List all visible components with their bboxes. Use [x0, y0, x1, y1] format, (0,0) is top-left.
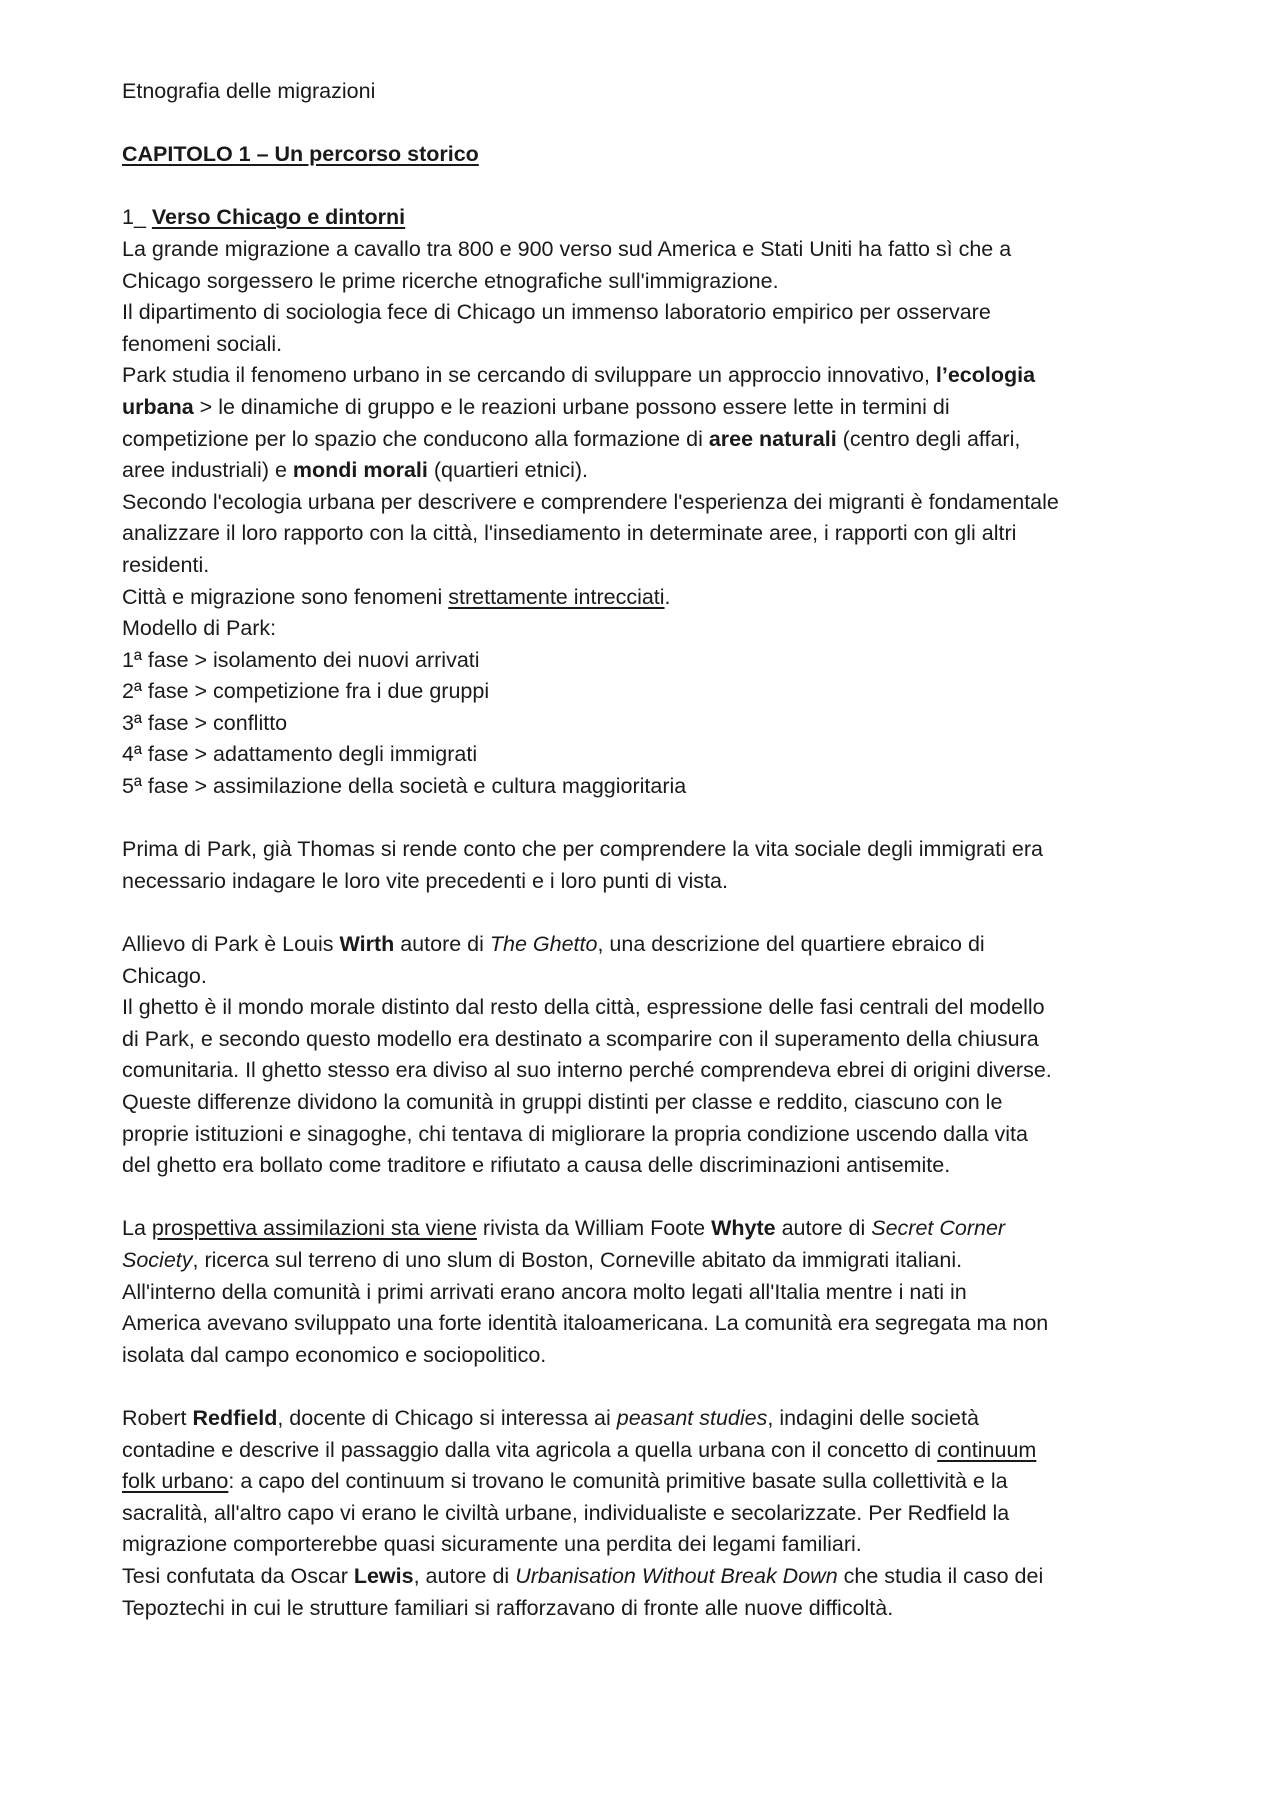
italic-title: The Ghetto	[489, 932, 598, 957]
text-run: competizione per lo spazio che conducono alla formazione di	[122, 426, 709, 451]
spacer	[122, 897, 1160, 929]
paragraph-line: Prima di Park, già Thomas si rende conto che per comprendere la vita sociale degli immigrati era	[122, 837, 1043, 862]
paragraph-line: America avevano sviluppato una forte identità italoamericana. La comunità era segregata ma non	[122, 1311, 1049, 1336]
bold-term: l’ecologia	[935, 363, 1036, 388]
text-run: .	[664, 584, 671, 609]
paragraph-line: isolata dal campo economico e sociopolitico.	[122, 1342, 547, 1367]
paragraph-line: Secondo l'ecologia urbana per descrivere e comprendere l'esperienza dei migranti è fondamentale	[122, 489, 1059, 514]
paragraph-line: fenomeni sociali.	[122, 331, 283, 356]
chapter-heading: CAPITOLO 1 – Un percorso storico	[122, 142, 479, 167]
paragraph-line	[122, 455, 1160, 487]
spacer	[122, 1371, 1160, 1403]
paragraph-line	[122, 1403, 1160, 1435]
paragraph-line	[122, 360, 1160, 392]
text-run: Allievo di Park è Louis	[122, 932, 340, 957]
text-run: , indagini delle società	[767, 1405, 979, 1430]
paragraph-line	[122, 1561, 1160, 1593]
underlined-term: strettamente intrecciati	[448, 584, 665, 609]
bold-term: Wirth	[339, 932, 395, 957]
section-heading	[122, 202, 1160, 234]
underlined-term: folk urbano	[122, 1469, 229, 1494]
text-run: rivista da William Foote	[476, 1216, 712, 1241]
text-run: Città e migrazione sono fenomeni	[122, 584, 449, 609]
bold-term: aree naturali	[708, 426, 837, 451]
paragraph-line: Il dipartimento di sociologia fece di Chicago un immenso laboratorio empirico per osservare	[122, 300, 991, 325]
text-run: Robert	[122, 1405, 193, 1430]
spacer	[122, 108, 1160, 140]
text-run: contadine e descrive il passaggio dalla vita agricola a quella urbana con il concetto di	[122, 1437, 938, 1462]
phase-item: 1ª fase > isolamento dei nuovi arrivati	[122, 647, 480, 672]
paragraph-line	[122, 424, 1160, 456]
spacer	[122, 803, 1160, 835]
phase-item: 4ª fase > adattamento degli immigrati	[122, 742, 478, 767]
phase-item: 3ª fase > conflitto	[122, 710, 288, 735]
bold-term: Lewis	[353, 1563, 414, 1588]
paragraph-line	[122, 1245, 1160, 1277]
italic-title: Urbanisation Without Break Down	[515, 1563, 838, 1588]
paragraph-line: Il ghetto è il mondo morale distinto dal resto della città, espressione delle fasi centrali del modello	[122, 995, 1045, 1020]
bold-term: urbana	[122, 394, 194, 419]
text-run: (centro degli affari,	[836, 426, 1021, 451]
paragraph-line	[122, 1466, 1160, 1498]
italic-term: peasant studies	[616, 1405, 768, 1430]
text-run: autore di	[775, 1216, 872, 1241]
text-run: Park studia il fenomeno urbano in se cercando di sviluppare un approccio innovativo,	[122, 363, 936, 388]
paragraph-line	[122, 929, 1160, 961]
paragraph-line: residenti.	[122, 552, 210, 577]
phase-item: 5ª fase > assimilazione della società e cultura maggioritaria	[122, 774, 687, 799]
text-run: autore di	[394, 932, 490, 957]
text-run: > le dinamiche di gruppo e le reazioni urbane possono essere lette in termini di	[193, 394, 950, 419]
paragraph-line: La grande migrazione a cavallo tra 800 e 900 verso sud America e Stati Uniti ha fatto sì che a	[122, 236, 1012, 261]
underlined-term: continuum	[937, 1437, 1037, 1462]
section-title: Verso Chicago e dintorni	[151, 205, 406, 230]
text-run: , docente di Chicago si interessa ai	[277, 1405, 617, 1430]
text-run: , autore di	[413, 1563, 516, 1588]
spacer	[122, 171, 1160, 203]
text-run: La	[122, 1216, 152, 1241]
text-run: , una descrizione del quartiere ebraico di	[597, 932, 985, 957]
paragraph-line	[122, 1213, 1160, 1245]
paragraph-line: All'interno della comunità i primi arrivati erano ancora molto legati all'Italia mentre i nati in	[122, 1279, 967, 1304]
paragraph-line: sacralità, all'altro capo vi erano le civiltà urbane, individualiste e secolarizzate. Per Redfield la	[122, 1500, 1010, 1525]
text-run: (quartieri etnici).	[427, 458, 588, 483]
bold-term: Whyte	[711, 1216, 776, 1241]
paragraph-line: Tepoztechi in cui le strutture familiari si rafforzavano di fronte alle nuove difficoltà.	[122, 1595, 894, 1620]
paragraph-line	[122, 582, 1160, 614]
paragraph-line: di Park, e secondo questo modello era destinato a scomparire con il superamento della chiusura	[122, 1026, 1039, 1051]
spacer	[122, 1182, 1160, 1214]
paragraph-line: comunitaria. Il ghetto stesso era diviso al suo interno perché comprendeva ebrei di origini diverse.	[122, 1058, 1052, 1083]
paragraph-line	[122, 392, 1160, 424]
bold-term: Redfield	[192, 1405, 278, 1430]
paragraph-line: proprie istituzioni e sinagoghe, chi tentava di migliorare la propria condizione uscendo dalla vita	[122, 1121, 1028, 1146]
paragraph-line: analizzare il loro rapporto con la città, l'insediamento in determinate aree, i rapporti con gli altri	[122, 521, 1017, 546]
italic-title: Secret Corner	[871, 1216, 1006, 1241]
paragraph-line: del ghetto era bollato come traditore e rifiutato a causa delle discriminazioni antisemite.	[122, 1153, 951, 1178]
text-run: Tesi confutata da Oscar	[122, 1563, 354, 1588]
bold-term: mondi morali	[292, 458, 428, 483]
section-number: 1_	[122, 205, 152, 230]
italic-title: Society	[122, 1247, 193, 1272]
paragraph-line: migrazione comporterebbe quasi sicuramente una perdita dei legami familiari.	[122, 1532, 862, 1557]
text-run: , ricerca sul terreno di uno slum di Boston, Corneville abitato da immigrati italiani.	[192, 1247, 963, 1272]
text-run: che studia il caso dei	[837, 1563, 1044, 1588]
paragraph-line: Queste differenze dividono la comunità in gruppi distinti per classe e reddito, ciascuno con le	[122, 1090, 1003, 1114]
paragraph-line	[122, 1435, 1160, 1467]
document-title: Etnografia delle migrazioni	[122, 79, 376, 103]
underlined-term: prospettiva assimilazioni sta viene	[151, 1216, 477, 1241]
model-title: Modello di Park:	[122, 616, 277, 641]
paragraph-line: Chicago sorgessero le prime ricerche etnografiche sull'immigrazione.	[122, 268, 779, 293]
paragraph-line: Chicago.	[122, 963, 207, 988]
paragraph-line: necessario indagare le loro vite precedenti e i loro punti di vista.	[122, 868, 728, 893]
phase-item: 2ª fase > competizione fra i due gruppi	[122, 679, 490, 704]
text-run: aree industriali) e	[122, 458, 293, 483]
text-run: : a capo del continuum si trovano le comunità primitive basate sulla collettività e la	[228, 1469, 1008, 1494]
